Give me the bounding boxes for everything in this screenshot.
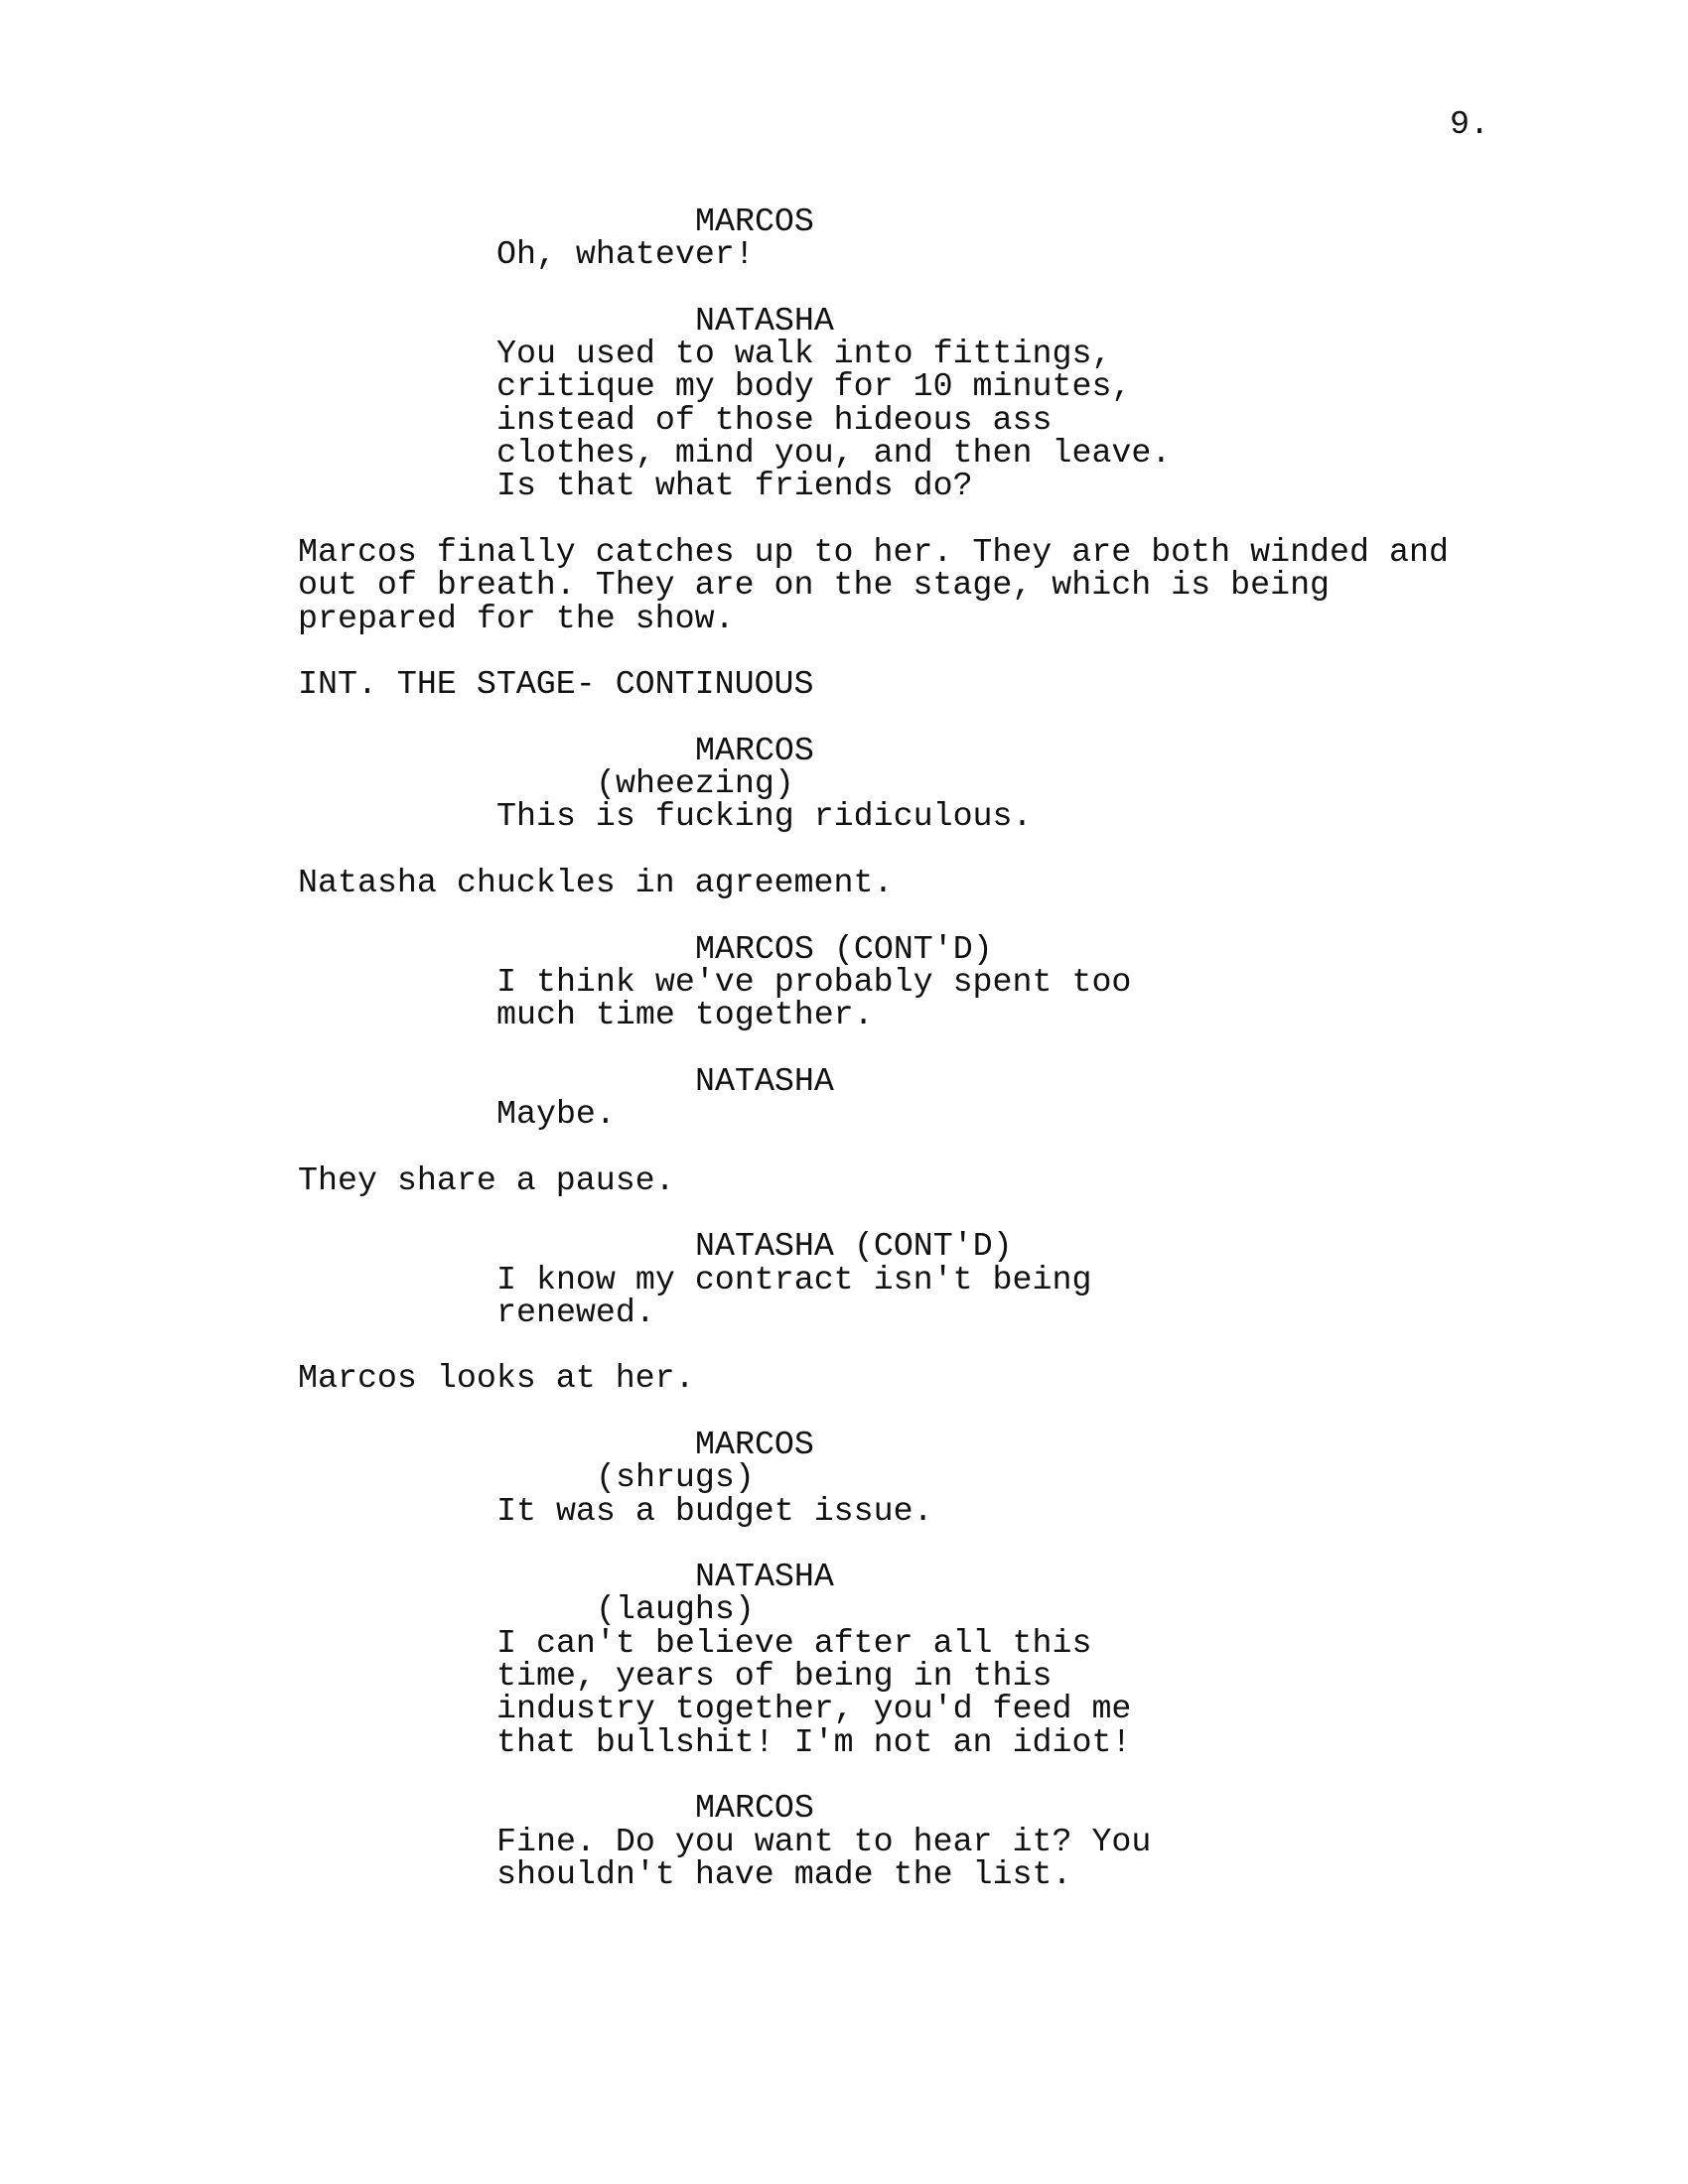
dialogue-line: Fine. Do you want to hear it? You: [496, 1822, 1152, 1860]
dialogue-line: shouldn't have made the list.: [496, 1854, 1072, 1893]
dialogue-line: Oh, whatever!: [496, 235, 755, 274]
character-name: NATASHA (CONT'D): [695, 1227, 1013, 1266]
dialogue-block: [0, 1227, 1688, 1331]
dialogue-block: [0, 731, 1688, 836]
action-block: [298, 1160, 1489, 1199]
action-block: [298, 863, 1489, 901]
action-line: prepared for the show.: [298, 599, 735, 637]
action-line: Natasha chuckles in agreement.: [298, 863, 894, 901]
character-name: MARCOS: [695, 731, 814, 769]
dialogue-line: instead of those hideous ass: [496, 400, 1053, 439]
action-line: out of breath. They are on the stage, which is being: [298, 566, 1331, 605]
dialogue-line: You used to walk into fittings,: [496, 335, 1112, 373]
screenplay-body: [0, 205, 1688, 1924]
page-number: 9.: [1450, 105, 1489, 143]
dialogue-line: I think we've probably spent too: [496, 962, 1132, 1001]
dialogue-line: I know my contract isn't being: [496, 1260, 1092, 1298]
action-block: [298, 532, 1489, 637]
action-line: Marcos finally catches up to her. They are both winded and: [298, 532, 1449, 571]
dialogue-line: renewed.: [496, 1293, 655, 1331]
character-name: NATASHA: [695, 1061, 834, 1100]
scene-heading-line: INT. THE STAGE- CONTINUOUS: [298, 665, 814, 704]
character-name: NATASHA: [695, 1558, 834, 1596]
dialogue-line: time, years of being in this: [496, 1657, 1053, 1696]
character-name: MARCOS: [695, 203, 814, 240]
dialogue-line: critique my body for 10 minutes,: [496, 367, 1132, 406]
dialogue-line: This is fucking ridiculous.: [496, 797, 1033, 836]
dialogue-line: clothes, mind you, and then leave.: [496, 434, 1172, 473]
dialogue-block: [0, 1425, 1688, 1530]
parenthetical: (laughs): [596, 1590, 755, 1629]
dialogue-line: I can't believe after all this: [496, 1623, 1092, 1662]
dialogue-block: [0, 1061, 1688, 1134]
character-name: NATASHA: [695, 301, 834, 340]
dialogue-line: Maybe.: [496, 1095, 616, 1134]
action-line: Marcos looks at her.: [298, 1359, 695, 1398]
dialogue-block: [0, 929, 1688, 1034]
dialogue-line: much time together.: [496, 996, 874, 1034]
character-name: MARCOS (CONT'D): [695, 929, 993, 968]
dialogue-line: It was a budget issue.: [496, 1491, 933, 1530]
dialogue-block: [0, 205, 1688, 272]
dialogue-block: [0, 1789, 1688, 1893]
character-name: MARCOS: [695, 1789, 814, 1828]
action-block: [298, 1359, 1489, 1398]
dialogue-line: Is that what friends do?: [496, 467, 973, 505]
parenthetical: (shrugs): [596, 1458, 755, 1497]
dialogue-block: [0, 1558, 1688, 1761]
dialogue-line: that bullshit! I'm not an idiot!: [496, 1722, 1132, 1761]
parenthetical: (wheezing): [596, 764, 794, 803]
character-name: MARCOS: [695, 1425, 814, 1463]
dialogue-block: [0, 301, 1688, 505]
scene-heading: [298, 665, 1489, 704]
dialogue-line: industry together, you'd feed me: [496, 1690, 1132, 1728]
action-line: They share a pause.: [298, 1160, 675, 1199]
